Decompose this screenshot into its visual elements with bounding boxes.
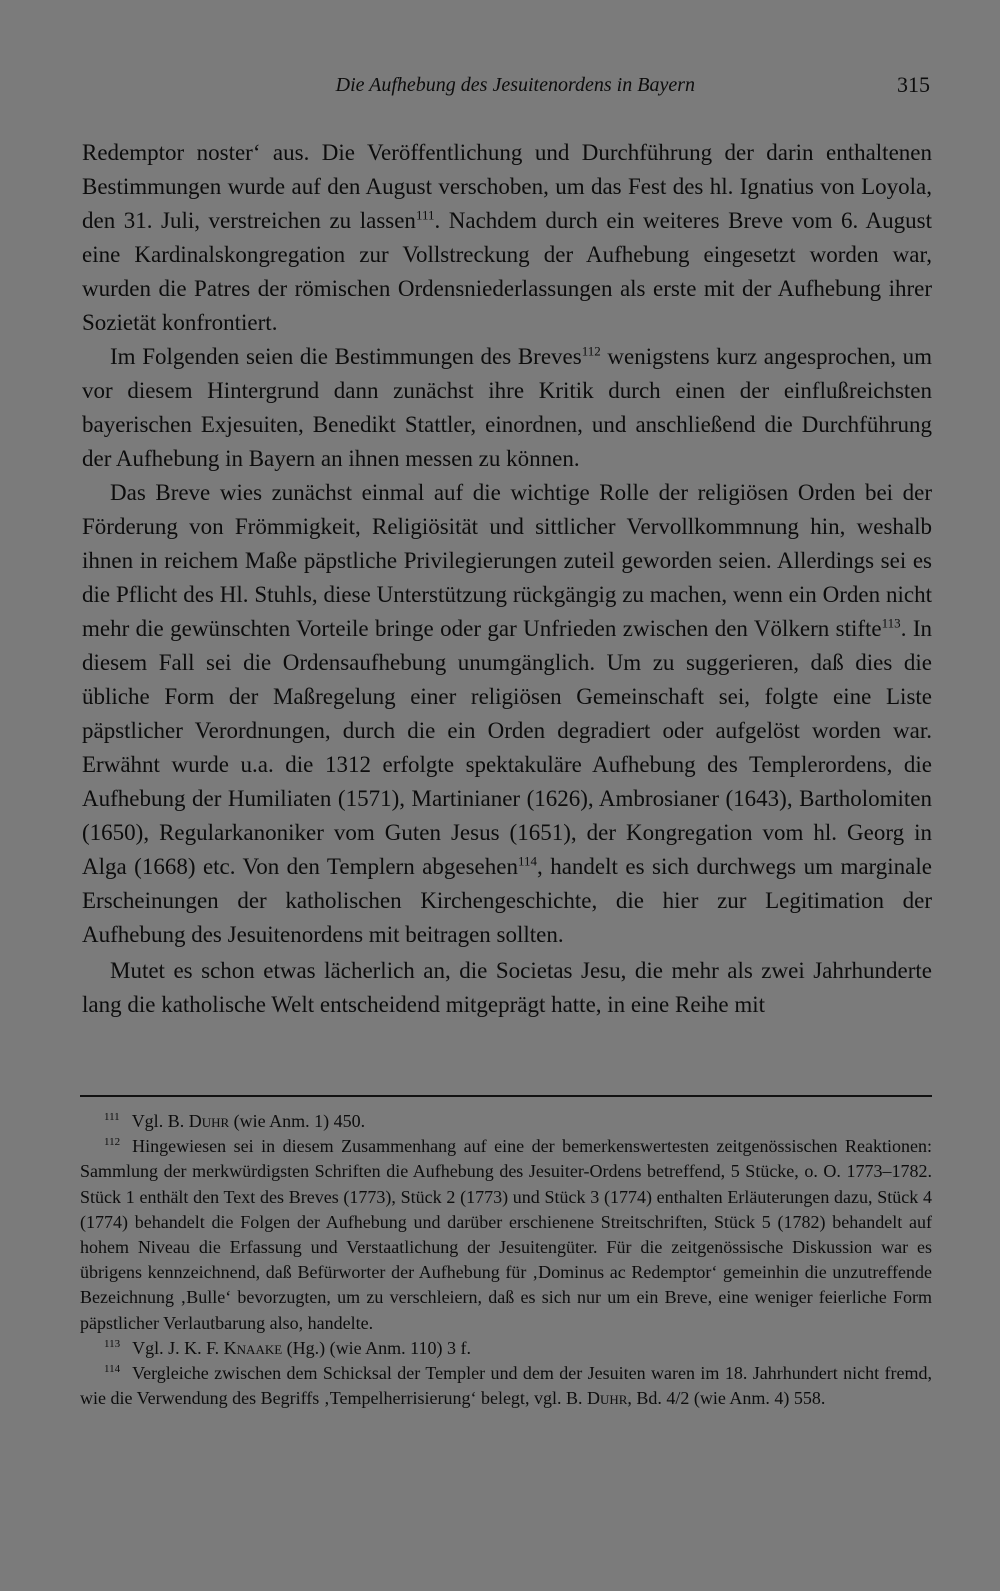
- paragraph-1-text-a: Redemptor noster‘ aus. Die Veröffentlichung und Durchführung der darin enthaltenen Bestimmungen wurde auf den August verschoben, um das Fest des hl. Ignatius von Loyola, den 31. Juli, verstreichen zu lassen: [82, 140, 932, 233]
- footnote-text: (Hg.) (wie Anm. 110) 3 f.: [282, 1337, 471, 1358]
- footnote-text: Vgl. B.: [131, 1111, 189, 1131]
- paragraph-3-text-c: , handelt es sich durchwegs um marginale Erscheinungen der katholischen Kirchengeschichte, die hier zur Legitimation der Aufhebung des Jesuitenordens mit beitragen sollten.: [82, 854, 932, 947]
- paragraph-1: [82, 136, 932, 340]
- paragraph-3-text-b: . In diesem Fall sei die Ordensaufhebung unumgänglich. Um zu suggerieren, daß dies die übliche Form der Maßregelung einer religiösen Gemeinschaft sei, folgte eine Liste päpstlicher Verordnungen, durch die ein Orden degradiert oder aufgelöst worden war. Erwähnt wurde u.a. die 1312 erfolgte spektakuläre Aufhebung des Templerordens, die Aufhebung der Humiliaten (1571), Martinianer (1626), Ambrosianer (1643), Bartholomiten (1650), Regularkanoniker vom Guten Jesus (1651), der Kongregation vom hl. Georg in Alga (1668) etc. Von den Templern abgesehen: [82, 616, 932, 879]
- footnote-text: (wie Anm. 1) 450.: [229, 1111, 366, 1131]
- paragraph-1-text-b: . Nachdem durch ein weiteres Breve vom 6. August eine Kardinalskongregation zur Vollstreckung der Aufhebung eingesetzt worden war, wurden die Patres der römischen Ordensniederlassungen als erste mit der Aufhebung ihrer Sozietät konfrontiert.: [82, 208, 932, 335]
- footnote-number: 111: [104, 1111, 120, 1123]
- footnote-number: 114: [104, 1363, 121, 1376]
- footnote-112: [80, 1134, 932, 1336]
- footnote-text: Hingewiesen sei in diesem Zusammenhang auf eine der bemerkenswertesten zeitgenössischen Reaktionen: Sammlung der merkwürdigsten Schriften die Aufhebung des Jesuiter-Ordens betreffend, 5 Stücke, o. O. 1773–1782. Stück 1 enthält den Text des Breves (1773), Stück 2 (1773) und Stück 3 (1774) enthalten Erläuterungen dazu, Stück 4 (1774) behandelt die Folgen der Aufhebung und darüber erschienene Streitschriften, Stück 5 (1782) behandelt auf hohem Niveau die Erfassung und Verstaatlichung der Jesuitengüter. Für die zeitgenössische Diskussion war es übrigens kennzeichnend, daß Befürworter der Aufhebung für ‚Dominus ac Redemptor‘ gemeinhin die unzutreffende Bezeichnung ‚Bulle‘ bevorzugten, um zu verschleiern, daß es sich nur um ein Breve, eine weniger feierliche Form päpstlicher Verlautbarung also, handelte.: [80, 1136, 932, 1333]
- paragraph-3: [82, 476, 932, 952]
- footnote-ref-112: 112: [581, 343, 601, 359]
- footnote-number: 113: [104, 1337, 121, 1350]
- paragraph-4-text: Mutet es schon etwas lächerlich an, die Societas Jesu, die mehr als zwei Jahrhunderte lang die katholische Welt entscheidend mitgeprägt hatte, in eine Reihe mit: [82, 958, 932, 1017]
- footnote-divider: [80, 1095, 932, 1097]
- footnotes: [80, 1109, 932, 1411]
- author-name: Duhr: [586, 1388, 628, 1409]
- footnote-text: , Bd. 4/2 (wie Anm. 4) 558.: [627, 1388, 826, 1409]
- running-title: Die Aufhebung des Jesuitenordens in Bayern: [335, 74, 695, 96]
- footnote-111: [80, 1109, 932, 1134]
- paragraph-2: [82, 340, 932, 476]
- footnote-ref-111: 111: [415, 207, 435, 223]
- paragraph-4: [82, 954, 932, 1022]
- paragraph-2-text-a: Im Folgenden seien die Bestimmungen des Breves: [110, 344, 582, 369]
- footnote-number: 112: [104, 1136, 121, 1149]
- author-name: Knaake: [223, 1337, 283, 1358]
- paragraph-3-text-a: Das Breve wies zunächst einmal auf die wichtige Rolle der religiösen Orden bei der Förderung von Frömmigkeit, Religiösität und sittlicher Vervollkommnung hin, weshalb ihnen in reichem Maße päpstliche Privilegierungen zuteil geworden seien. Allerdings sei es die Pflicht des Hl. Stuhls, diese Unterstützung rückgängig zu machen, wenn ein Orden nicht mehr die gewünschten Vorteile bringe oder gar Unfrieden zwischen den Völkern stifte: [82, 480, 932, 641]
- footnote-text: Vgl. J. K. F.: [132, 1337, 224, 1358]
- page-number: 315: [897, 72, 930, 97]
- paragraph-2-text-b: wenigstens kurz angesprochen, um vor diesem Hintergrund dann zunächst ihre Kritik durch einen der einflußreichsten bayerischen Exjesuiten, Benedikt Stattler, einordnen, und anschließend die Durchführung der Aufhebung in Bayern an ihnen messen zu können.: [82, 344, 932, 471]
- footnote-ref-114: 114: [517, 853, 537, 869]
- footnote-114: [80, 1361, 932, 1411]
- footnote-113: [80, 1336, 932, 1361]
- footnote-ref-113: 113: [881, 615, 901, 631]
- author-name: Duhr: [188, 1111, 230, 1131]
- running-head: [80, 72, 930, 104]
- footnote-text: Vergleiche zwischen dem Schicksal der Templer und dem der Jesuiten waren im 18. Jahrhundert nicht fremd, wie die Verwendung des Begriffs ‚Tempelherrisierung‘ belegt, vgl. B.: [80, 1363, 932, 1409]
- main-text: [82, 136, 932, 1022]
